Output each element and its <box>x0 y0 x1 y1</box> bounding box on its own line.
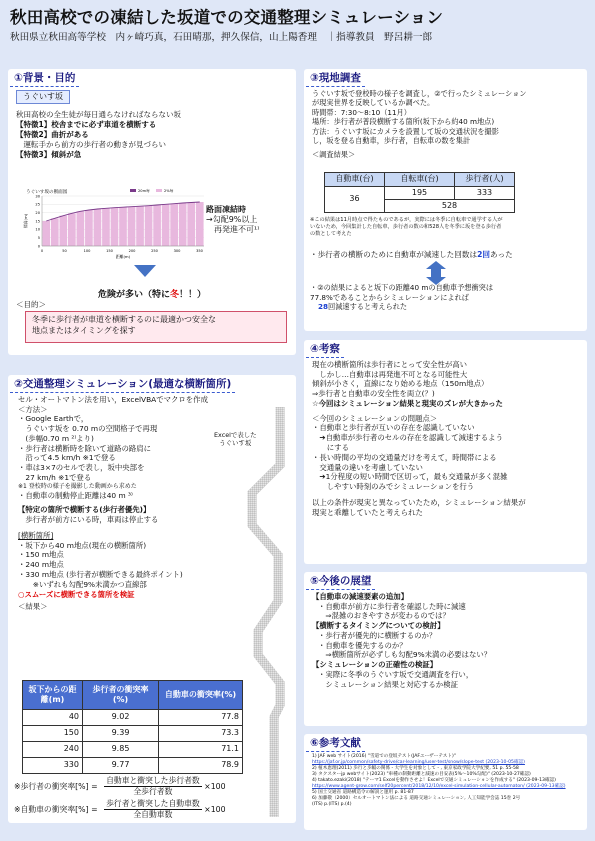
result-label: ＜結果＞ <box>18 602 48 612</box>
point-4: ・330 m地点 (歩行者が横断できる最終ポイント) <box>18 570 183 580</box>
point-3: ・240 m地点 <box>18 560 64 570</box>
outlook-2-2: ⇒横断箇所が必ずしも勾配9%未満の必要はない？ <box>318 650 492 660</box>
danger-text-c: ！！） <box>179 290 207 300</box>
disc-line-3: ⇒歩行者と自動車の安全性を両立(？) <box>312 389 435 399</box>
outlook-head-3: 【シミュレーションの正確性の検証】 <box>312 660 438 670</box>
goal-label: ＜目的＞ <box>16 300 46 309</box>
formula-walker <box>14 776 226 798</box>
cell: 73.3 <box>159 726 243 742</box>
x-tick-label: 200 <box>128 249 136 253</box>
count-unit: 回 <box>482 250 490 259</box>
ref-6: 5) 国土交通省 道路構造令の解説と運用 p. 81-87 <box>312 789 414 795</box>
panel-discussion <box>304 340 587 564</box>
tally-header-walker: 歩行者(人) <box>455 173 515 187</box>
table-row <box>23 742 243 758</box>
arrow-up-head <box>426 261 446 269</box>
tally-header-car: 自動車(台) <box>325 173 385 187</box>
formula-car-left: ※自動車の衝突率[%] = <box>14 804 98 814</box>
panel-simulation <box>8 375 296 823</box>
legend-swatch <box>156 189 162 192</box>
danger-text-a: 危険が多い（特に <box>97 290 170 300</box>
slope-name-tag: うぐいす坂 <box>16 90 70 105</box>
survey-note-1: ※この結果は11月時点で得たものであるが，実際には冬季に自転車で通学する人が <box>310 217 503 223</box>
bar <box>102 208 110 246</box>
problem-0: ・自動車と歩行者が互いの存在を認識していない <box>312 423 475 433</box>
survey-line-4: 方法：うぐいす坂にカメラを設置して坂の交通状況を撮影 <box>312 126 499 136</box>
slope-profile-chart <box>22 186 210 260</box>
formula-car-num: 歩行者と衝突した自動車数 <box>104 799 202 810</box>
formula-walker-num: 自動車と衝突した歩行者数 <box>104 776 202 787</box>
section-heading-3: ③現地調査 <box>306 72 365 87</box>
disc-line-1: しかし…自動車は再発進不可となる可能性大 <box>312 369 468 379</box>
conclusion-1: 以上の条件が現実と異なっていたため，シミュレーション結果が <box>312 497 526 507</box>
survey-count-line <box>310 250 513 260</box>
problem-3: ・長い時間の平均の交通量だけを考えて，時間帯による <box>312 452 497 462</box>
rule-text: 歩行者が前方にいる時，車両は停止する <box>18 515 159 525</box>
problem-4: 交通量の違いを考慮していない <box>312 462 423 472</box>
bar <box>145 206 153 246</box>
outlook-2-0: ・歩行者が優先的に横断するのか？ <box>318 630 437 640</box>
disc-line-2: 傾斜が小さく，直線になり始める地点（150m地点） <box>312 379 489 389</box>
panel-outlook <box>304 572 587 726</box>
sim-line-4: (歩幅0.70 m ²⁾より) <box>18 433 94 443</box>
problem-6: しやすい時刻のみでシミュレーションを行う <box>312 482 475 492</box>
outlook-3-1: シミュレーション結果と対応するか検証 <box>318 679 458 689</box>
bg-line-1: 秋田高校の全生徒が毎日通らなければならない坂 <box>16 110 181 120</box>
outlook-3-0: ・実際に冬季のうぐいす坂で交通調査を行い， <box>318 669 474 679</box>
bar <box>59 216 67 246</box>
section-heading-5: ⑤今後の展望 <box>306 575 375 590</box>
ice-note-2: →勾配9%以上 <box>206 215 258 224</box>
tally-header-bike: 自転車(台) <box>385 173 455 187</box>
slope-chart-svg <box>22 186 210 260</box>
sim-line-7: ・車は3×7のセルで表し，坂中央部を <box>18 463 145 473</box>
sim-line-0: セル・オートマトン法を用い，ExcelVBAでマクロを作成 <box>18 394 208 404</box>
sim-line-5: ・歩行者は横断時を除いて道路の路肩に <box>18 443 152 453</box>
bar <box>68 213 76 246</box>
x-tick-label: 150 <box>106 249 113 253</box>
cell: 40 <box>23 710 83 726</box>
bar <box>85 210 93 246</box>
survey-note-3: の数として考えた <box>310 231 352 238</box>
predicted-tail: 回減速すると考えられた <box>328 302 408 311</box>
ref-7: 6) 加藤敬（2000）セルオートマトン法による 道路交通シミュレーション, 人工知能学会誌 15巻 2号 <box>312 795 521 801</box>
cell: 330 <box>23 758 83 774</box>
cell: 9.77 <box>83 758 159 774</box>
x-tick-label: 0 <box>40 249 44 253</box>
y-tick-label: 30 <box>35 194 40 199</box>
panel-references <box>304 734 587 830</box>
sim-line-8: 27 km/h ※1で登る <box>18 472 92 482</box>
formula-car <box>14 799 226 821</box>
x-tick-label: 50 <box>62 249 67 253</box>
rule-head: 【特定の箇所で横断する(歩行者優先)】 <box>18 505 151 515</box>
survey-note-2: いないため，今回集計した自転車，歩行者の数の和528人を冬季に坂を登る歩行者 <box>310 224 502 231</box>
sim-line-10: ・自動車の制動停止距離は40 m ³⁾ <box>18 490 133 500</box>
bar <box>196 202 204 246</box>
y-axis-label: 標高(m) <box>23 213 28 229</box>
ice-note-1: 路面凍結時 <box>206 205 246 214</box>
table-row <box>23 710 243 726</box>
cell: 240 <box>23 742 83 758</box>
survey-line-1: が現実世界を反映しているか調べた。 <box>312 98 435 108</box>
x-tick-label: 100 <box>83 249 91 253</box>
verify-line: ○スムーズに横断できる箇所を検証 <box>18 589 135 599</box>
y-tick-label: 25 <box>35 202 40 207</box>
count-text: ・歩行者の横断のために自動車が減速した回数は <box>310 250 478 259</box>
section-heading-1: ①背景・目的 <box>10 72 79 87</box>
section-heading-2: ②交通整理シミュレーション(最適な横断箇所) <box>10 378 235 393</box>
x-tick-label: 350 <box>196 249 203 253</box>
count-tail: あった <box>489 250 513 259</box>
y-tick-label: 20 <box>35 211 40 216</box>
formula-walker-times: ×100 <box>204 781 226 791</box>
goal-text-2: 地点またはタイミングを探す <box>32 325 136 335</box>
bar <box>119 207 127 246</box>
ref-0: 1) JAF web サイト(2016) "雪道での登坂テスト(JAFユーザーテスト)" <box>312 753 456 759</box>
outlook-head-2: 【横断するタイミングについての検討】 <box>312 621 445 631</box>
point-2: ・150 m地点 <box>18 550 64 560</box>
excel-label-1: Excelで表した <box>214 431 257 439</box>
sim-line-9: ※1 登校時の様子を撮影した動画から求めた <box>18 482 137 490</box>
sim-line-3: うぐいす坂を 0.70 mの空間格子で再現 <box>18 424 158 434</box>
formula-car-times: ×100 <box>204 804 226 814</box>
authors-line: 秋田県立秋田高等学校 内ヶ崎巧真，石田晴那，押久保信，山上陽香理 ｜指導教員 野呂耕一郎 <box>10 32 433 43</box>
bar <box>128 207 136 246</box>
disc-line-0: 現在の横断箇所は歩行者にとって安全性が高い <box>312 359 468 369</box>
col-header-distance: 坂下からの距離(m) <box>23 681 83 710</box>
cell: 77.8 <box>159 710 243 726</box>
y-tick-label: 0 <box>37 244 40 249</box>
bar <box>153 205 161 246</box>
cell: 78.9 <box>159 758 243 774</box>
cell: 9.85 <box>83 742 159 758</box>
chart-title: うぐいす坂の断面図 <box>26 190 68 195</box>
outlook-1-0: ・自動車が前方に歩行者を確認した時に減速 <box>318 601 466 611</box>
tally-bike: 195 <box>385 187 455 200</box>
legend-label: 20m毎 <box>138 189 150 194</box>
formula-walker-left: ※歩行者の衝突率[%] = <box>14 781 98 791</box>
table-row <box>23 758 243 774</box>
arrow-down-icon <box>134 265 156 277</box>
danger-text-winter: 冬 <box>169 290 179 300</box>
panel-survey <box>304 69 587 331</box>
goal-text-1: 冬季に歩行者が車道を横断するのに最適かつ安全な <box>32 315 216 324</box>
tally-car: 36 <box>325 187 385 213</box>
bar <box>136 206 144 246</box>
bg-feature-3: 【特徴3】傾斜が急 <box>16 149 82 159</box>
bg-feature-2: 【特徴2】曲折がある <box>16 130 89 140</box>
cell: 150 <box>23 726 83 742</box>
bg-feature-1: 【特徴1】校舎までに必ず車道を横断する <box>16 120 157 130</box>
survey-line-0: うぐいす坂で登校時の様子を調査し，②で行ったシミュレーション <box>312 88 527 98</box>
tally-label: ＜調査結果＞ <box>312 149 356 159</box>
bar <box>42 221 50 246</box>
survey-line-2: 時間帯：7:30～8:10（11月） <box>312 107 411 117</box>
bar <box>94 209 102 246</box>
excel-label-2: うぐいす坂 <box>219 439 252 448</box>
disc-emph: ☆今回はシミュレーション結果と現実のズレが大きかった <box>312 398 503 408</box>
cell: 71.1 <box>159 742 243 758</box>
ref-4: 4) takato.ezaki(2018) "テーマ1 Excelを動作させよ！Excelで交通シミュレーションを作成する" (2023-09-13確認) <box>312 777 556 783</box>
problem-5: ➔1分程度の短い時間で区切って，最も交通量が多く混雑 <box>312 472 508 482</box>
legend-label: 2%毎 <box>164 189 174 194</box>
ref-2: 2) 植木恵理(2011) 歩行と歩幅の関係 - 大学生を対象として - , 東京家政学院大学紀要, 51 p. 55-58 <box>312 765 519 771</box>
x-axis-label: 距離(m) <box>115 254 131 259</box>
outlook-1-1: ⇒混雑のおきやすさが変わるのでは？ <box>318 611 450 621</box>
problem-label: ＜今回のシミュレーションの問題点＞ <box>312 413 438 423</box>
survey-line-5: し，坂を登る自動車，歩行者，自転車の数を集計 <box>312 136 471 146</box>
sim-line-1: ＜方法＞ <box>18 404 48 414</box>
formula-car-den: 全自動車数 <box>133 810 173 820</box>
legend-swatch <box>130 189 136 192</box>
compare-line-1: ・②の結果によると坂下の距離40 mの自動車予想衝突は <box>310 283 494 292</box>
predicted-count: 28 <box>318 302 329 311</box>
sim-line-6: 沿って4.5 km/h ※1で登る <box>18 453 116 463</box>
col-header-car: 自動車の衝突率(%) <box>159 681 243 710</box>
count-value: 2 <box>477 250 483 259</box>
results-table <box>22 680 243 774</box>
ref-8: (ITS) p.(ITS) p.(4) <box>312 801 352 807</box>
bar <box>111 208 119 246</box>
tally-table <box>324 172 515 213</box>
ice-note-3: 再発進不可¹⁾ <box>206 225 260 234</box>
x-tick-label: 250 <box>151 249 158 253</box>
bar <box>51 218 59 246</box>
sim-line-2: ・Google Earthで， <box>18 414 89 424</box>
bar <box>179 203 187 246</box>
tally-walker: 333 <box>455 187 515 200</box>
cell: 9.02 <box>83 710 159 726</box>
page-title: 秋田高校での凍結した坂道での交通整理シミュレーション <box>10 8 444 27</box>
bg-line-4: 運転手から前方の歩行者の動きが見づらい <box>16 140 166 150</box>
y-tick-label: 10 <box>35 227 40 232</box>
bar <box>77 211 85 246</box>
y-tick-label: 15 <box>35 219 40 224</box>
problem-1: ➔自動車が歩行者のセルの存在を認識して減速するよう <box>312 433 503 443</box>
table-row <box>23 726 243 742</box>
ref-3: 3) タクスターjp webサイト(2023) "車種の制動距離と減速の目安表(5%～10%勾配)" (2023-10-27確認) <box>312 771 531 777</box>
x-tick-label: 300 <box>173 249 181 253</box>
bar <box>162 204 170 246</box>
y-tick-label: 5 <box>37 236 40 241</box>
tally-sum: 528 <box>385 200 515 213</box>
ref-link-5[interactable]: https://www.agent-grow.com/self20percent/2018/12/10/excel-simulation-cellular-automaton/ (2023-09-13確認) <box>312 783 566 789</box>
goal-box <box>25 311 287 343</box>
formula-walker-den: 全歩行者数 <box>133 787 173 797</box>
cell: 9.39 <box>83 726 159 742</box>
col-header-walker: 歩行者の衝突率(%) <box>83 681 159 710</box>
section-heading-6: ⑥参考文献 <box>306 737 365 752</box>
compare-line-2: 77.8%であることからシミュレーションによれば <box>310 292 469 302</box>
problem-2: にする <box>312 442 349 452</box>
panel-background <box>8 69 296 355</box>
bar <box>187 203 195 247</box>
conclusion-2: 現実と乖離していたと考えられた <box>312 507 423 517</box>
point-5: ※いずれも勾配9%未満かつ直線部 <box>18 579 147 589</box>
points-head: [横断箇所] <box>18 530 54 540</box>
bar <box>170 204 178 246</box>
survey-line-3: 場所：歩行者が普段横断する箇所(坂下から約40 m地点) <box>312 117 495 127</box>
section-heading-4: ④考察 <box>306 343 344 358</box>
outlook-head-1: 【自動車の減速要素の追加】 <box>312 591 409 601</box>
outlook-2-1: ・自動車を優先するのか？ <box>318 640 407 650</box>
point-1: ・坂下から40 m地点(現在の横断箇所) <box>18 540 147 550</box>
ref-link-1[interactable]: https://jaf.or.jp/common/safety-drive/car-learning/user-test/snow/slope-test (2023-10-05確認) <box>312 759 525 765</box>
